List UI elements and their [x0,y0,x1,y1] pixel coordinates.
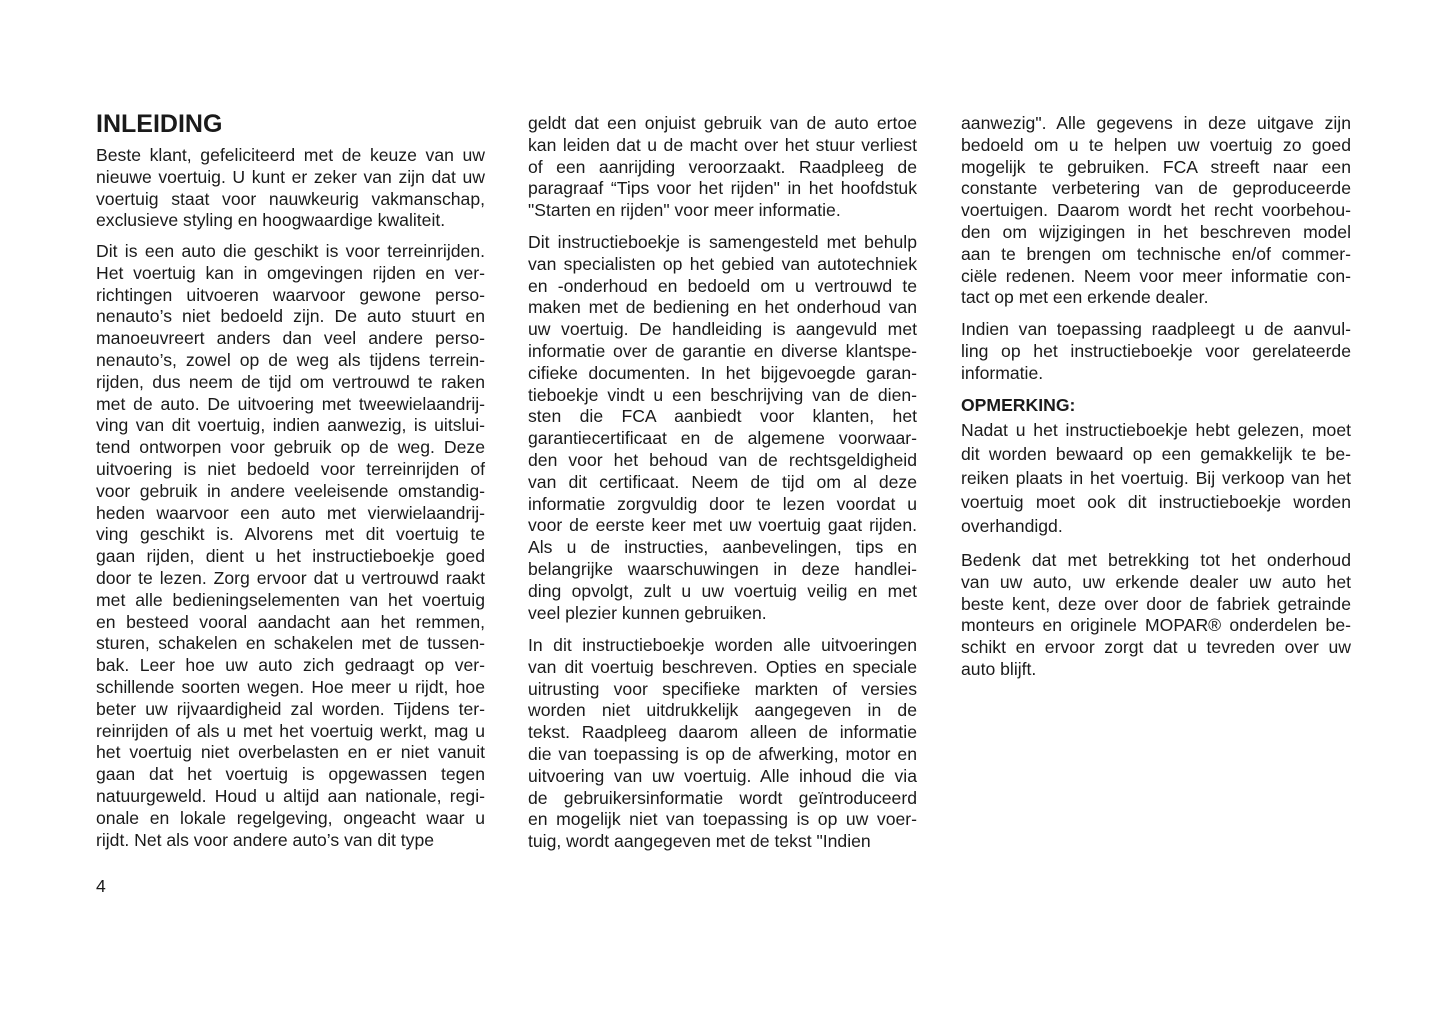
text-line: Dit is een auto die geschikt is voor terreinrijden. [96,241,485,261]
paragraph [96,241,485,851]
paragraph [528,113,917,222]
text-line: cifieke documenten. In het bijgevoegde garan- [528,362,917,383]
text-line: uw voertuig. De handleiding is aangevuld met [528,319,917,340]
text-line: met de auto. De uitvoering met tweewielaandrij- [96,393,485,414]
page-number: 4 [96,876,106,896]
text-line: van specialisten op het gebied van autotechniek [528,253,917,274]
text-line: den om wijzigingen in het beschreven model [961,221,1351,242]
text-line: garantiecertificaat en de algemene voorwaar- [528,428,917,449]
text-line: mogelijk te gebruiken. FCA streeft naar een [961,156,1351,177]
text-line: en mogelijk niet van toepassing is op uw voer- [528,809,917,830]
text-line: sten die FCA aanbiedt voor klanten, het [528,406,917,427]
page-title: INLEIDING [96,110,223,138]
text-line: informatie over de garantie en diverse klantspe- [528,340,917,361]
text-line: schillende soorten wegen. Hoe meer u rijdt, hoe [96,676,485,697]
text-line: tact op met een erkende dealer. [961,287,1209,308]
paragraph [528,635,917,853]
text-line: manoeuvreert anders dan veel andere perso- [96,328,485,349]
text-line: bedoeld om u te helpen uw voertuig zo goed [961,134,1351,155]
text-line: nieuwe voertuig. U kunt er zeker van zijn dat uw [96,166,485,187]
text-line: en -onderhoud en bedoeld om u vertrouwd te [528,275,917,296]
paragraph [96,145,485,232]
text-line: ving geschikt is. Alvorens met dit voertuig te [96,524,485,545]
text-line: monteurs en originele MOPAR® onderdelen be- [961,615,1351,636]
text-line: van dit certificaat. Neem de tijd om al deze [528,471,917,492]
text-line: natuurgeweld. Houd u altijd aan nationale, regi- [96,785,485,806]
text-line: tieboekje vindt u een beschrijving van de dien- [528,384,917,405]
text-line: Als u de instructies, aanbevelingen, tips en [528,537,917,558]
text-line: belangrijke waarschuwingen in deze handlei- [528,558,917,579]
text-line: tuig, wordt aangegeven met de tekst "Indien [528,831,871,852]
text-line: Nadat u het instructieboekje hebt gelezen, moet [961,420,1351,440]
text-line: Indien van toepassing raadpleegt u de aanvul- [961,319,1351,339]
text-line: veel plezier kunnen gebruiken. [528,602,767,623]
text-line: "Starten en rijden" voor meer informatie. [528,200,841,221]
text-line: uitvoering van uw voertuig. Alle inhoud die via [528,765,917,786]
text-line: paragraaf “Tips voor het rijden" in het hoofdstuk [528,178,917,199]
text-line: constante verbetering van de geproduceerde [961,178,1351,199]
paragraph [528,232,917,624]
text-line: nenauto’s niet bedoeld zijn. De auto stuurt en [96,306,485,327]
text-line: bak. Leer hoe uw auto zich gedraagt op ver- [96,655,485,676]
text-line: aanwezig". Alle gegevens in deze uitgave zijn [961,113,1351,133]
text-line: voertuig moet ook dit instructieboekje worden [961,492,1351,512]
text-line: beste kent, deze over door de fabriek getrainde [961,593,1351,614]
text-line: gaan dat het voertuig is opgewassen tegen [96,764,485,785]
text-line: worden niet uitdrukkelijk aangegeven in de [528,700,917,721]
text-line: informatie. [961,362,1044,383]
text-line: uitvoering is niet bedoeld voor terreinrijden of [96,458,485,479]
text-line: dit worden bewaard op een gemakkelijk te be- [961,444,1351,464]
text-line: kan leiden dat u de macht over het stuur verliest [528,134,917,155]
text-line: voertuig staat voor nauwkeurig vakmanschap, [96,188,485,209]
text-line: van uw auto, uw erkende dealer uw auto het [961,571,1351,592]
text-line: uitrusting voor specifieke markten of versies [528,678,917,699]
text-line: nenauto’s, zowel op de weg als tijdens terrein- [96,349,485,370]
text-line: ling op het instructieboekje voor gerelateerde [961,340,1351,361]
text-line: het voertuig niet overbelasten en er niet vanuit [96,742,485,763]
text-line: rijdt. Net als voor andere auto’s van dit type [96,829,435,850]
text-line: exclusieve styling en hoogwaardige kwaliteit. [96,210,446,231]
text-line: Het voertuig kan in omgevingen rijden en ver- [96,262,485,283]
text-line: In dit instructieboekje worden alle uitvoeringen [528,635,917,655]
text-line: en besteed vooral aandacht aan het remmen, [96,611,485,632]
text-line: tend ontworpen voor gebruik op de weg. Deze [96,437,485,458]
paragraph [961,319,1351,384]
text-line: ciële redenen. Neem voor meer informatie con- [961,265,1351,286]
text-line: beter uw rijvaardigheid zal worden. Tijdens ter- [96,698,485,719]
text-line: Bedenk dat met betrekking tot het onderhoud [961,550,1351,570]
text-line: of een aanrijding veroorzaakt. Raadpleeg de [528,156,917,177]
text-line: de gebruikersinformatie wordt geïntroduceerd [528,787,917,808]
text-line: die van toepassing is op de afwerking, motor en [528,743,917,764]
text-line: informatie zorgvuldig door te lezen voordat u [528,493,917,514]
text-line: geldt dat een onjuist gebruik van de auto ertoe [528,113,917,133]
text-line: met alle bedieningselementen van het voertuig [96,589,485,610]
text-line: tekst. Raadpleeg daarom alleen de informatie [528,722,917,743]
opmerking-heading: OPMERKING: [961,395,1076,415]
text-line: voor de eerste keer met uw voertuig gaat rijden. [528,515,917,536]
text-line: voertuigen. Daarom wordt het recht voorbehou- [961,200,1351,221]
text-line: rijden, dus neem de tijd om vertrouwd te raken [96,371,485,392]
text-line: van dit voertuig beschreven. Opties en speciale [528,656,917,677]
text-line: onale en lokale regelgeving, ongeacht waar u [96,807,485,828]
text-line: heden waarvoor een auto met vierwielaandrij- [96,502,485,523]
text-line: maken met de bediening en het onderhoud van [528,297,917,318]
text-line: door te lezen. Zorg ervoor dat u vertrouwd raakt [96,567,485,588]
text-line: reinrijden of als u met het voertuig werkt, mag u [96,720,485,741]
note-paragraph [961,418,1351,538]
text-line: ding opvolgt, zult u uw voertuig veilig en met [528,580,917,601]
text-line: ving van dit voertuig, indien aanwezig, is uitslui- [96,415,485,436]
text-line: richtingen uitvoeren waarvoor gewone perso- [96,284,485,305]
paragraph [961,113,1351,309]
text-line: schikt en ervoor zorgt dat u tevreden over uw [961,637,1351,658]
text-line: reiken plaats in het voertuig. Bij verkoop van het [961,468,1351,488]
text-line: den voor het behoud van de rechtsgeldigheid [528,449,917,470]
text-line: voor gebruik in andere veeleisende omstandig- [96,480,485,501]
text-line: sturen, schakelen en schakelen met de tussen- [96,633,485,654]
text-line: auto blijft. [961,658,1037,679]
text-line: gaan rijden, dient u het instructieboekje goed [96,546,485,567]
text-line: overhandigd. [961,516,1063,536]
text-line: Beste klant, gefeliciteerd met de keuze van uw [96,145,485,165]
paragraph [961,550,1351,681]
text-line: aan te brengen om technische en/of commer- [961,243,1351,264]
text-line: Dit instructieboekje is samengesteld met behulp [528,232,917,252]
